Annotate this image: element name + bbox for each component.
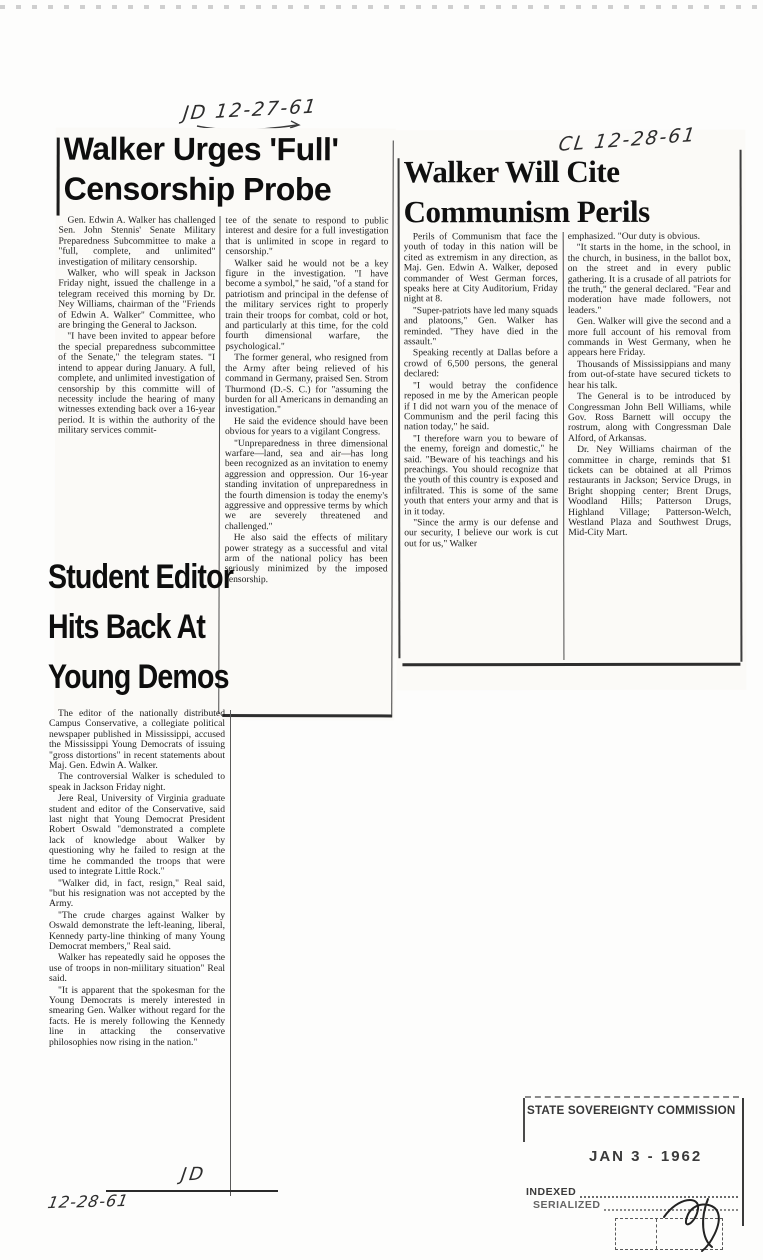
stamp-date: JAN 3 - 1962 xyxy=(589,1148,703,1165)
paragraph: He said the evidence should have been obvious for years to a vigilant Congress. xyxy=(224,415,389,438)
article3-headline-line3: Young Demos xyxy=(48,658,229,696)
handwritten-date-annotation: JD 12-27-61 xyxy=(181,95,319,125)
signature-squiggle-icon xyxy=(660,1195,732,1255)
article2-headline-line2: Communism Perils xyxy=(403,193,650,230)
paragraph: Dr. Ney Williams chairman of the committee in charge, reminds that $1 tickets can be obtained at all Primos restaurants in Jackson; Service Drugs, in Bright shopping center; Brent Drugs, Woodland Hills; Patterson Drugs, Highland Village; Patterson-Welch, Westland Plaza and Southwest Drugs, Mid-City Mart. xyxy=(568,443,732,539)
stamp-box-tick xyxy=(656,1219,657,1249)
handwritten-date-annotation: CL 12-28-61 xyxy=(557,123,699,156)
paragraph: Walker, who will speak in Jackson Friday night, issued the challenge in a telegram received this morning by Dr. Ney Williams, chairman of the "Friends of Edwin A. Walker" Committee, who are bringing the General to Jackson. xyxy=(58,267,216,331)
column-rule xyxy=(563,232,565,660)
handwritten-underline xyxy=(106,1190,278,1192)
paragraph: "Since the army is our defense and our security, I believe our work is cut out for us," Walker xyxy=(404,516,559,550)
paragraph: The editor of the nationally distributed Campus Conservative, a collegiate political newspaper published in Mississippi, accused the Mississippi Young Democrats of issuing "gross distortions" in recent statements about Maj. Gen. Edwin A. Walker. xyxy=(49,708,225,772)
paragraph: "Super-patriots have led many squads and platoons," Gen. Walker has reminded. "They have died in the assault." xyxy=(403,304,558,348)
paragraph: He also said the effects of military power strategy as a successful and vital arm of the national policy has been seriously minimized by the imposed censorship. xyxy=(224,532,388,585)
article-communism-perils xyxy=(396,123,747,691)
article-bottom-rule xyxy=(402,663,740,666)
paragraph: Perils of Communism that face the youth of today in this nation will be cited as extremism in any direction, as Maj. Gen. Edwin A. Walker, deposed commander of West German forces, speaks here at City Auditorium, Friday night at 8. xyxy=(403,231,558,305)
paragraph: Speaking recently at Dallas before a crowd of 6,500 persons, the general declared: xyxy=(403,347,558,380)
paragraph: Walker said he would not be a key figure in the investigation. "I have become a symbol," he said, "of a stand for patriotism and principal in the defense of the military services right to properly train their troops for combat, cold or hot, and particularly at this time, for the cold fourth dimensional warfare, the psychological." xyxy=(225,257,389,353)
stamp-right-bar xyxy=(742,1098,745,1226)
article2-column2 xyxy=(568,232,732,539)
paragraph: The former general, who resigned from the Army after being relieved of his command in Germany, praised Sen. Strom Thurmond (D.-S. C.) for "assuming the burden for all Americans in demanding an investigation." xyxy=(225,352,389,416)
paragraph: "Unpreparedness in three dimensional warfare—land, sea and air—has long been recognized as an invitation to enemy aggression and oppression. Our 16-year standing invitation of unpreparedness in the fourth dimension is today the enemy's aggressive and oppressive terms by which we are severely threatened and challenged." xyxy=(224,437,388,532)
headline-rule xyxy=(57,138,60,216)
paragraph: emphasized. "Our duty is obvious. xyxy=(567,230,701,243)
paragraph: "It starts in the home, in the school, in the church, in business, in the ballot box, on the street and in every public gathering. It is a crusade of all patriots for the truth," the general declared. "Fear and moderation have made followers, not leaders." xyxy=(567,242,731,316)
article1-column1 xyxy=(58,216,216,437)
stamp-left-bar xyxy=(523,1098,525,1142)
paragraph: "The crude charges against Walker by Oswald demonstrate the left-leaning, liberal, Kennedy party-line thinking of many Young Democrat members," Real said. xyxy=(49,909,225,952)
article3-column xyxy=(49,709,225,1048)
article2-column1 xyxy=(404,232,559,549)
clipping-right-rule xyxy=(740,150,742,662)
handwritten-initials: JD xyxy=(179,1163,208,1186)
clipping-right-rule xyxy=(391,140,394,714)
paragraph: tee of the senate to respond to public interest and desire for a full investigation that is unlimited in scope in regard to censorship." xyxy=(225,215,389,258)
paragraph: Gen. Walker will give the second and a more full account of his removal from commands in West Germany, when he appears here Friday. xyxy=(567,315,731,359)
stamp-top-edge xyxy=(525,1096,739,1098)
article3-headline-line2: Hits Back At xyxy=(48,608,206,646)
paragraph: "It is apparent that the spokesman for the Young Democrats is merely interested in smearing Gen. Walker without regard for the facts. He is merely following the Kennedy line in attacking the conservative philosophies now rising in the nation." xyxy=(49,984,225,1048)
article1-headline-line2: Censorship Probe xyxy=(63,170,332,208)
article-bottom-rule xyxy=(222,714,392,717)
paragraph: "Walker did, in fact, resign," Real said, "but his resignation was not accepted by the Army. xyxy=(49,877,225,910)
paragraph: Gen. Edwin A. Walker has challenged Sen. John Stennis' Senate Military Preparedness Subcommittee to make a "full, complete, and unlimited" investigation of military censorship. xyxy=(58,214,216,268)
serialized-label: SERIALIZED xyxy=(533,1199,601,1211)
article1-column2 xyxy=(225,216,389,586)
perforated-edge xyxy=(0,5,763,9)
paragraph: Thousands of Mississippians and many from out-of-state have secured tickets to hear his talk. xyxy=(567,358,731,391)
paragraph: Jere Real, University of Virginia graduate student and editor of the Conservative, said last night that Young Democrat President Robert Oswald "demonstrated a complete lack of knowledge about Walker by questioning why he failed to resign at the time he commanded the troops that were used to integrate Little Rock." xyxy=(49,793,225,878)
article-student-editor xyxy=(46,552,234,1252)
paragraph: "I have been invited to appear before the special preparedness subcommittee of the Senate," the telegram states. "I intend to appear during January. A full, complete, and unlimited investigation of censorship by this committe will of necessity include the hearing of many witnesses extending back over a 16-year period. It is within the authority of the military services commit- xyxy=(57,331,216,436)
article1-headline-line1: Walker Urges 'Full' xyxy=(63,130,339,168)
paragraph: The General is to be introduced by Congressman John Bell Williams, while Gov. Ross Barnett will occupy the rostrum, along with Congressman Dale Alford, of Arkansas. xyxy=(567,390,732,444)
paragraph: Walker has repeatedly said he opposes the use of troops in non-miilitary situation" Real said. xyxy=(49,952,225,985)
paragraph: "I would betray the confidence reposed in me by the American people if I did not warn you of the menace of Communism and the peril facing this nation today," he said. xyxy=(403,379,559,433)
stamp-title: STATE SOVEREIGNTY COMMISSION xyxy=(527,1103,736,1117)
paragraph: The controversial Walker is scheduled to speak in Jackson Friday night. xyxy=(49,771,225,793)
handwritten-date-annotation: 12-28-61 xyxy=(46,1190,131,1213)
indexed-label: INDEXED xyxy=(526,1186,577,1198)
article3-headline-line1: Student Editor xyxy=(48,558,233,596)
article2-headline-line1: Walker Will Cite xyxy=(403,153,620,190)
clipping-left-rule xyxy=(398,158,400,658)
clipping-right-rule xyxy=(230,710,231,1196)
paragraph: "I therefore warn you to beware of the enemy, foreign and domestic," he said. "Beware of his teachings and his preachings. You should recognize that the youth of this country is exposed and infiltrated. This is some of the same youth that enters your army and that is in it today. xyxy=(404,432,559,517)
